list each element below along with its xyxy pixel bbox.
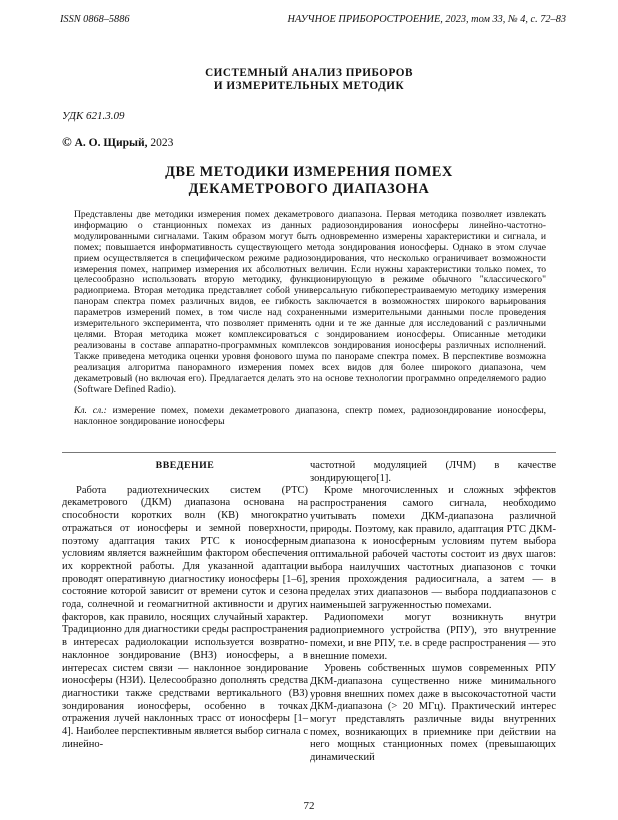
keywords-label: Кл. сл.: [74, 405, 107, 416]
divider [62, 452, 556, 453]
section-heading [0, 67, 618, 93]
keywords-text: измерение помех, помехи декаметрового диапазона, спектр помех, радиозондирование ионосферы, наклонное зондирование ионосферы [74, 405, 546, 427]
keywords [74, 406, 546, 428]
intro-paragraph-3: Радиопомехи могут возникнуть внутри радиоприемного устройства (РПУ), это внутренние помехи, и вне РПУ, т.е. в среде распространения — это внешние помехи. [310, 612, 556, 662]
udc-code: УДК 621.3.09 [62, 110, 125, 122]
copyright-icon: © [62, 134, 72, 149]
author-year: 2023 [150, 137, 174, 149]
intro-paragraph-1: Работа радиотехнических систем (РТС) декаметрового (ДКМ) диапазона основана на способности коротких волн (КВ) многократно отражаться от ионосферы и земной поверхности, поэтому адаптация таких РТС к ионосферным условиям является важнейшим фактором обеспечения их корректной работы. Для указанной адаптации проводят оперативную диагностику ионосферы [1–6], состояние которой зависит от времени суток и сезона года, солнечной и геомагнитной активности и других факторов, как правило, носящих случайный характер. Традиционно для диагностики среды распространения в интересах радиолокации используется возвратно-наклонное зондирование (ВНЗ) ионосферы, а в интересах систем связи — наклонное зондирование ионосферы (НЗИ). Целесообразно дополнять средства диагностики также средствами вертикального (ВЗ) зондирования ионосферы, особенно в точках отражения лучей наклонных трасс от ионосферы [1–4]. Наиболее перспективным является выбор сигнала с линейно- [62, 484, 308, 750]
paper-title-line-1: ДВЕ МЕТОДИКИ ИЗМЕРЕНИЯ ПОМЕХ [165, 164, 453, 180]
column-right [310, 460, 556, 765]
intro-paragraph-2: Кроме многочисленных и сложных эффектов распространения самого сигнала, необходимо учитывать помехи ДКМ-диапазона различной природы. Поэтому, как правило, адаптация РТС ДКМ-диапазона к ионосферным условиям путем выбора оптимальной рабочей частоты состоит из двух шагов: выбора наилучших частотных диапазонов с точки зрения прохождения радиосигнала, а затем — в пределах этих диапазонов — выбора поддиапазонов с наименьшей загруженностью помехами. [310, 485, 556, 611]
author-line [62, 134, 173, 150]
section-heading-line-2: И ИЗМЕРИТЕЛЬНЫХ МЕТОДИК [213, 80, 405, 92]
abstract: Представлены две методики измерения помех декаметрового диапазона. Первая методика позволяет извлекать информацию о станционных помехах из данных радиозондирования ионосферы линейно-частотно-модулированными сигналами. Таким образом могут быть одновременно измерены характеристики и сигнала, и помех; повышается информативность существующего метода зондирования ионосферы. Однако в этом случае прием осуществляется в специфическом режиме радиозондирования, что несколько ограничивает возможности измерения помех, например измерения их абсолютных величин. Если нужны характеристики только помех, то целесообразно использовать вторую методику, функционирующую в режиме обычного "классического" радиоприема. Вторая методика представляет собой универсальную гибкоперестраиваемую методику измерения панорам спектра помех различных видов, ее гибкость заключается в возможностях широкого варьирования параметров измерений помех, в том числе над сохраненными измерительными данными после проведения измерительного эксперимента, что позволяет применять одни и те же данные для исследований с различными целями. Вторая методика может комплексироваться с зондированием ионосферы. Описанные методики реализованы в составе аппаратно-программных комплексов зондирования ионосферы различных исполнений. Также приведена методика оценки уровня фонового шума по панораме спектра помех. В перспективе возможна реализация алгоритма панорамного измерения помех всех видов для более широкого диапазона, чем декаметровый (но включая его). Предлагается делать это на основе технологии программно определяемого радио (Software Defined Radio). [74, 209, 546, 395]
intro-paragraph-1-continued: частотной модуляцией (ЛЧМ) в качестве зондирующего[1]. [310, 460, 556, 484]
journal-issn: ISSN 0868–5886 [60, 14, 130, 25]
journal-citation: НАУЧНОЕ ПРИБОРОСТРОЕНИЕ, 2023, том 33, № 4, c. 72–83 [287, 14, 566, 25]
paper-title-line-2: ДЕКАМЕТРОВОГО ДИАПАЗОНА [188, 181, 430, 197]
paper-title [0, 164, 618, 198]
section-heading-line-1: СИСТЕМНЫЙ АНАЛИЗ ПРИБОРОВ [205, 67, 413, 79]
column-left [62, 460, 308, 751]
intro-paragraph-4: Уровень собственных шумов современных РПУ ДКМ-диапазона существенно ниже минимального уровня внешних помех даже в высокочастотной части ДКМ-диапазона (> 20 МГц). Практический интерес могут представлять различные виды внутренних помех, возникающих в приемнике при действии на него мощных станционных помех (превышающих динамический [310, 663, 556, 764]
author-name: А. О. Щирый, [74, 137, 148, 149]
introduction-heading: ВВЕДЕНИЕ [155, 460, 215, 471]
page-number: 72 [303, 800, 315, 812]
